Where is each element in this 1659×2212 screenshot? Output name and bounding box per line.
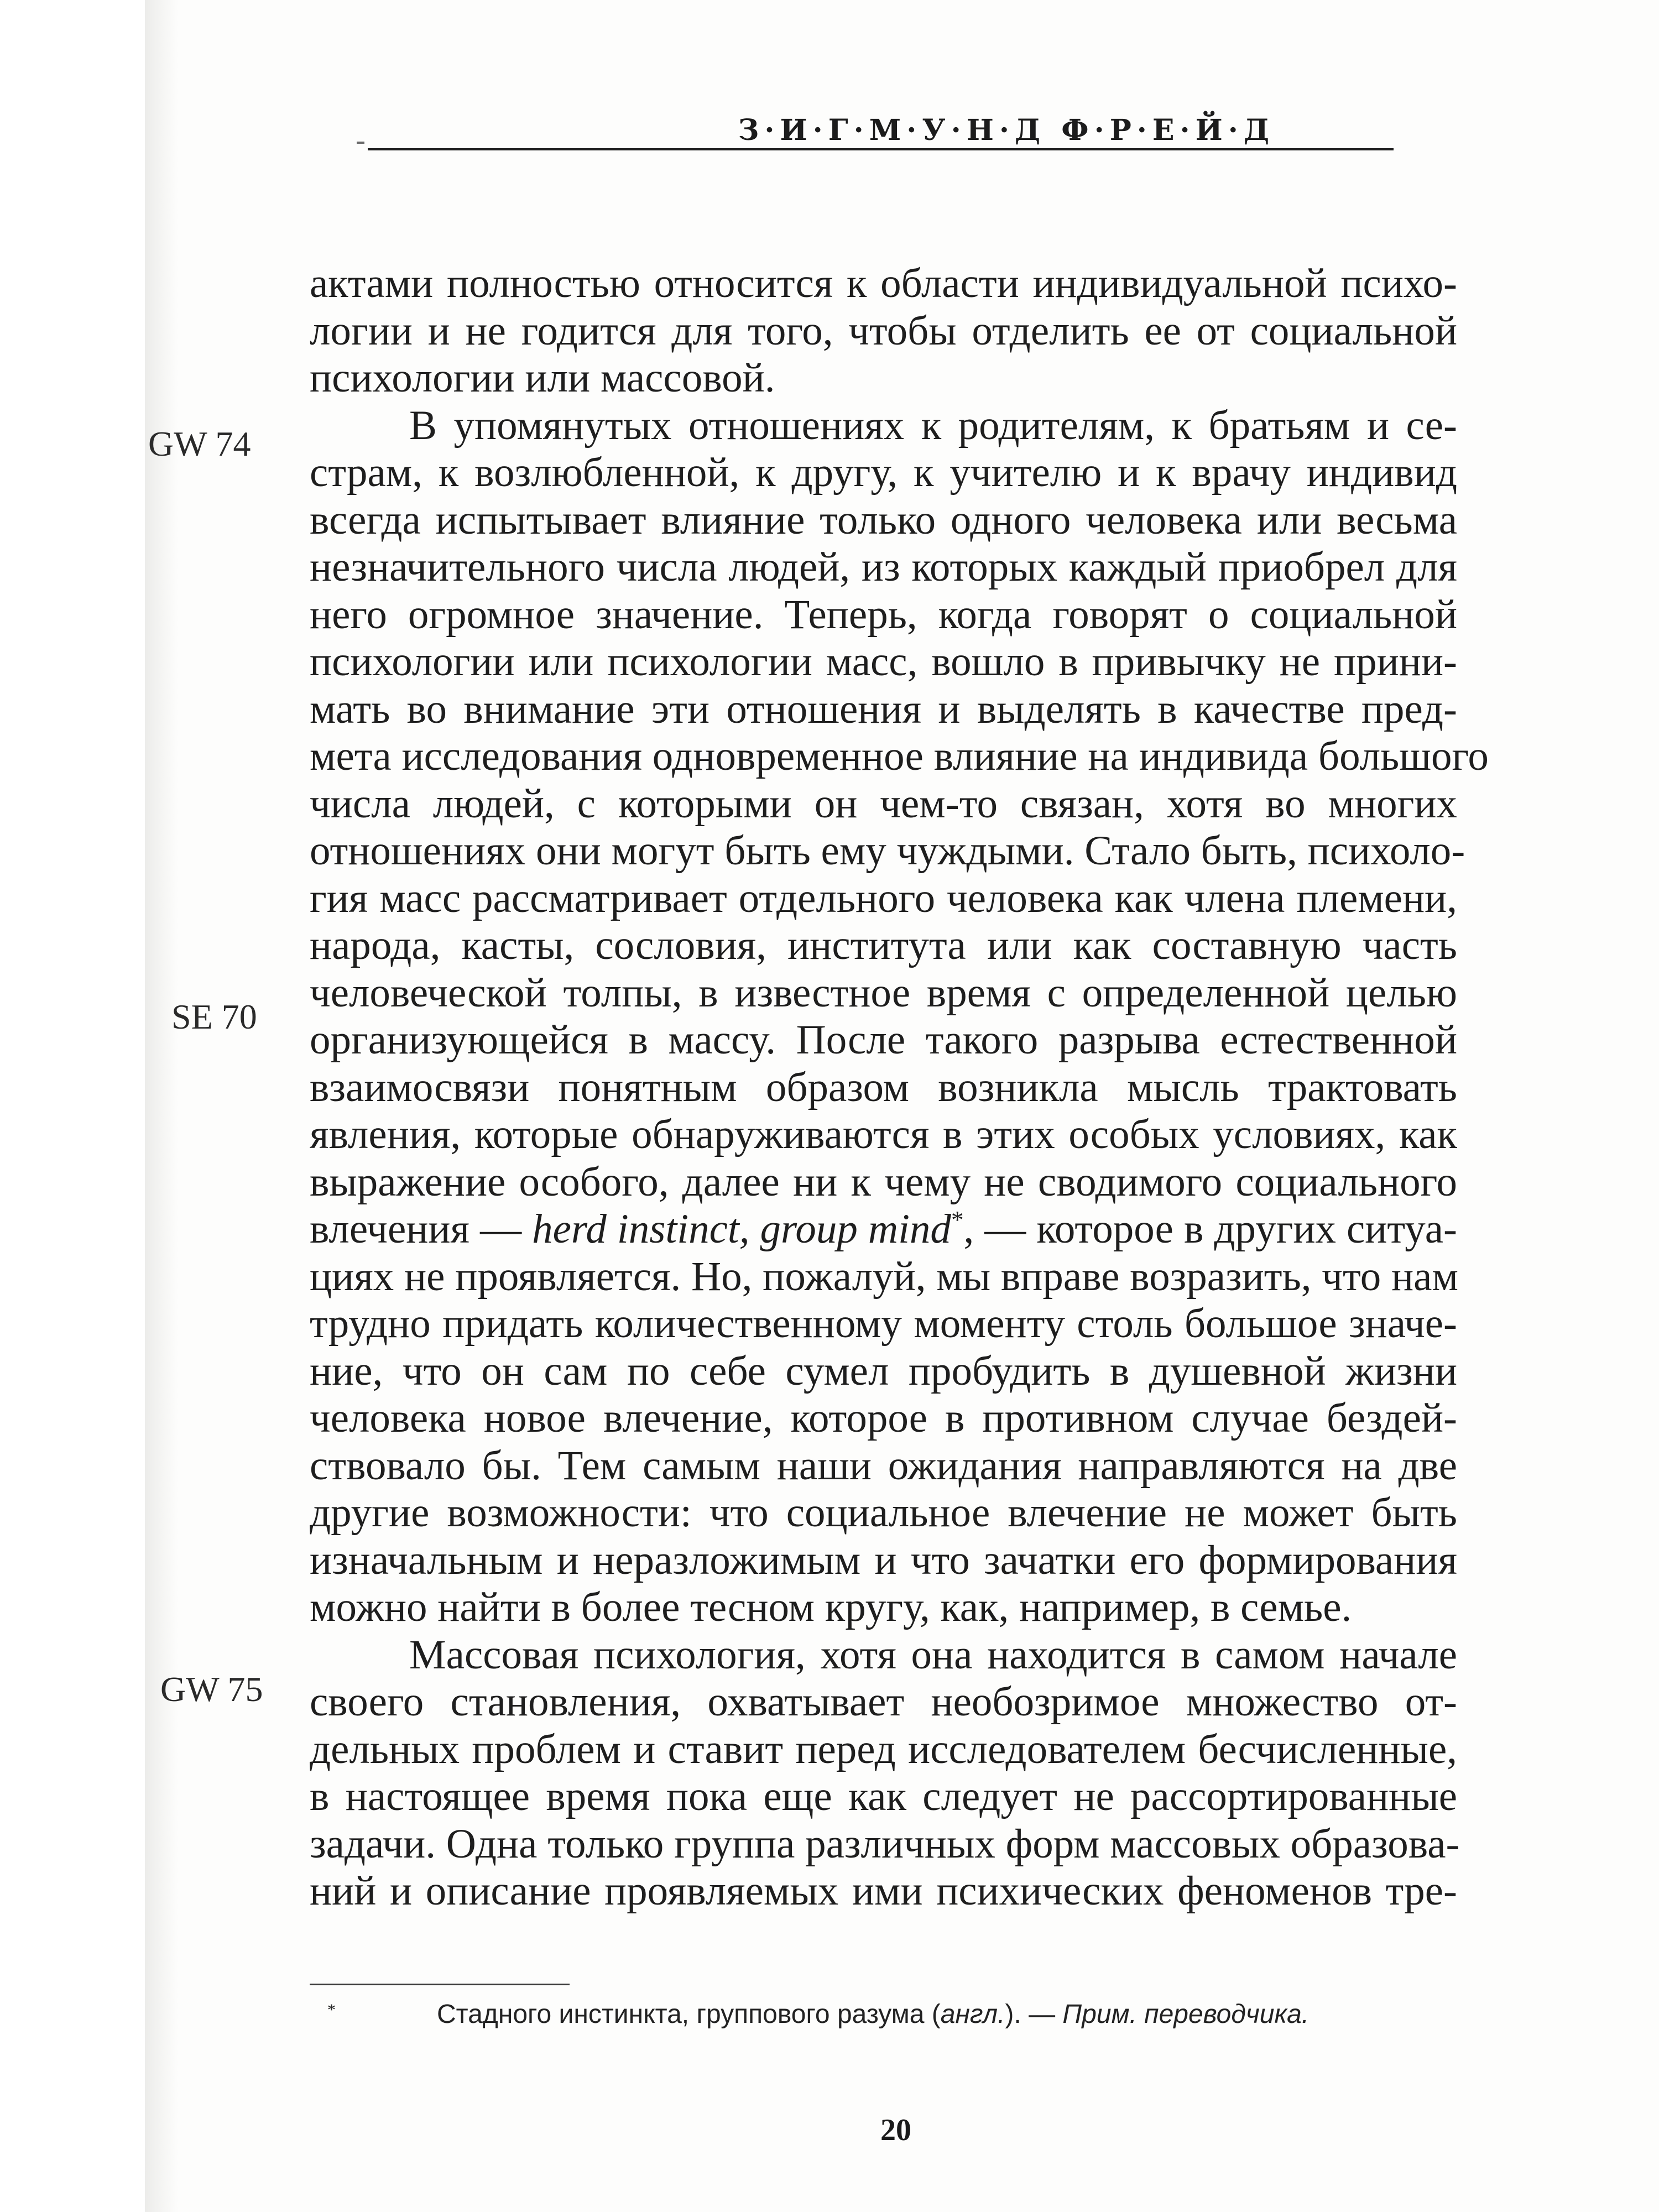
text-line: выражение особого, далее ни к чему не сводимого социального: [310, 1159, 1457, 1205]
footnote-rule: [310, 1984, 570, 1985]
header-tick-mark: [357, 142, 364, 144]
text-line: отношениях они могут быть ему чуждыми. Стало быть, психоло-: [310, 828, 1465, 874]
text-line: организующейся в массу. После такого разрыва естественной: [310, 1017, 1457, 1063]
text-line: ние, что он сам по себе сумел пробудить в душевной жизни: [310, 1348, 1457, 1394]
text-line: человека новое влечение, которое в противном случае бездей-: [310, 1395, 1457, 1441]
text-line: своего становления, охватывает необозримое множество от-: [310, 1679, 1457, 1725]
footnote: [437, 1999, 1309, 2030]
text-line: психологии или массовой.: [310, 355, 775, 401]
italic-term: herd instinct, group mind: [532, 1206, 951, 1252]
text-line: психологии или психологии масс, вошло в привычку не прини-: [310, 639, 1457, 685]
margin-note-se70: SE 70: [171, 997, 257, 1036]
text-line: народа, касты, сословия, института или как составную часть: [310, 922, 1457, 968]
text-line: него огромное значение. Теперь, когда говорят о социальной: [310, 591, 1457, 638]
text-line: взаимосвязи понятным образом возникла мысль трактовать: [310, 1064, 1457, 1110]
text-line: задачи. Одна только группа различных форм массовых образова-: [310, 1820, 1460, 1867]
text-line: гия масс рассматривает отдельного человека как члена племени,: [310, 875, 1457, 921]
text-line: Массовая психология, хотя она находится в самом начале: [409, 1631, 1457, 1678]
text-line: трудно придать количественному моменту столь большое значе-: [310, 1301, 1457, 1347]
text-segment: влечения —: [310, 1206, 522, 1252]
page-number: 20: [880, 2113, 911, 2147]
footnote-text-after: ). —: [1005, 2000, 1063, 2029]
body-text: [310, 260, 1489, 1915]
header-rule: [368, 148, 1394, 150]
text-line: незначительного числа людей, из которых каждый приобрел для: [310, 544, 1457, 590]
margin-note-gw74: GW 74: [148, 424, 251, 463]
text-segment: , — которое в других ситуа-: [963, 1206, 1457, 1252]
text-line: логии и не годится для того, чтобы отделить ее от социальной: [310, 307, 1457, 354]
page-gutter-shadow: [145, 0, 178, 2212]
text-line: мать во внимание эти отношения и выделять в качестве пред-: [310, 686, 1457, 732]
text-line: циях не проявляется. Но, пожалуй, мы вправе возразить, что нам: [310, 1253, 1458, 1300]
text-line: ний и описание проявляемых ими психических феноменов тре-: [310, 1868, 1457, 1914]
text-line: дельных проблем и ставит перед исследователем бесчисленные,: [310, 1726, 1457, 1772]
footnote-language: англ.: [940, 2000, 1005, 2029]
text-line: страм, к возлюбленной, к другу, к учителю и к врачу индивид: [310, 450, 1457, 495]
text-line-with-italic: [310, 1206, 1457, 1253]
running-head: З·И·Г·М·У·Н·Д Ф·Р·Е·Й·Д: [738, 113, 1275, 147]
text-line: числа людей, с которыми он чем-то связан, хотя во многих: [310, 780, 1457, 827]
text-line: в настоящее время пока еще как следует не рассортированные: [310, 1773, 1457, 1819]
text-line: ствовало бы. Тем самым наши ожидания направляются на две: [310, 1442, 1457, 1489]
text-line: другие возможности: что социальное влечение не может быть: [310, 1490, 1457, 1536]
margin-note-gw75: GW 75: [160, 1670, 263, 1709]
footnote-mark: *: [327, 2001, 336, 2019]
text-line: В упомянутых отношениях к родителям, к братьям и се-: [409, 402, 1457, 448]
text-line: изначальным и неразложимым и что зачатки его формирования: [310, 1537, 1457, 1583]
text-line: всегда испытывает влияние только одного человека или весьма: [310, 497, 1457, 543]
text-line: человеческой толпы, в известное время с определенной целью: [310, 969, 1457, 1016]
footnote-text: Стадного инстинкта, группового разума (: [437, 2000, 941, 2029]
text-line: мета исследования одновременное влияние на индивида большого: [310, 733, 1489, 779]
text-line: актами полностью относится к области индивидуальной психо-: [310, 260, 1457, 306]
footnote-reference: *: [951, 1206, 964, 1234]
footnote-credit: Прим. переводчика.: [1062, 2000, 1310, 2029]
text-line: можно найти в более тесном кругу, как, например, в семье.: [310, 1584, 1352, 1630]
text-line: явления, которые обнаруживаются в этих особых условиях, как: [310, 1112, 1457, 1157]
